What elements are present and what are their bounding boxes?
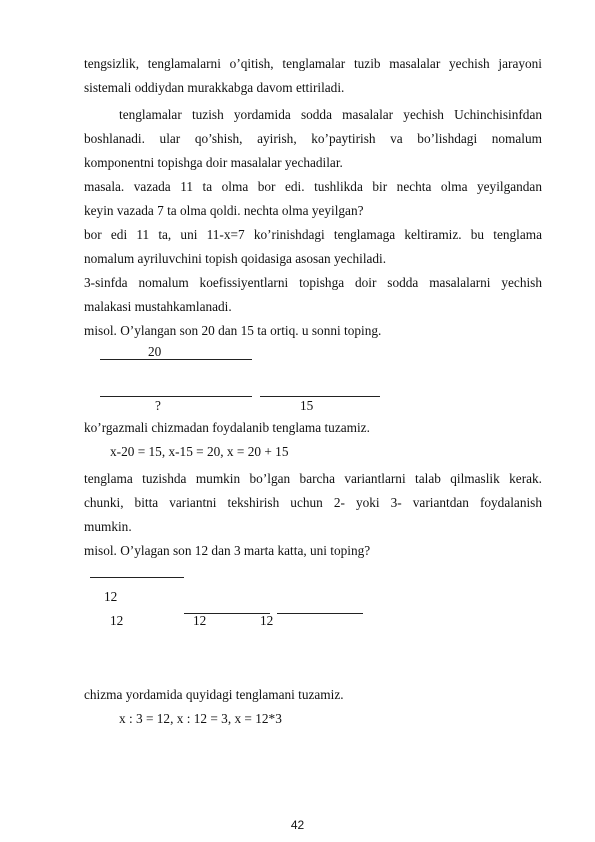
text-line: chunki, bitta variantni tekshirish uchun 2- yoki 3- variantdan foydalanish xyxy=(84,495,542,510)
equation-line: x : 3 = 12, x : 12 = 3, x = 12*3 xyxy=(119,711,282,726)
text-line: chizma yordamida quyidagi tenglamani tuzamiz. xyxy=(84,687,344,702)
segment-line xyxy=(100,396,252,397)
text-line: komponentni topishga doir masalalar yechadilar. xyxy=(84,155,343,170)
segment-label: 12 xyxy=(110,613,124,628)
segment-line xyxy=(214,359,252,360)
text-line: mumkin. xyxy=(84,519,132,534)
segment-label: 12 xyxy=(104,589,118,604)
text-line: tengsizlik, tenglamalarni o’qitish, tenglamalar tuzib masalalar yechish jarayoni xyxy=(84,56,542,71)
text-line: 3-sinfda nomalum koefissiyentlarni topishga doir sodda masalalarni yechish xyxy=(84,275,542,290)
segment-label: 12 xyxy=(193,613,207,628)
text-line: boshlanadi. ular qo’shish, ayirish, ko’paytirish va bo’lishdagi nomalum xyxy=(84,131,542,146)
text-line: tenglamalar tuzish yordamida sodda masalalar yechish Uchinchisinfdan xyxy=(119,107,542,122)
segment-line xyxy=(260,396,380,397)
text-line: keyin vazada 7 ta olma qoldi. nechta olma yeyilgan? xyxy=(84,203,364,218)
segment-line xyxy=(90,577,184,578)
segment-label: 15 xyxy=(300,398,314,413)
text-line: malakasi mustahkamlanadi. xyxy=(84,299,232,314)
equation-line: x-20 = 15, x-15 = 20, x = 20 + 15 xyxy=(110,444,289,459)
page-number: 42 xyxy=(290,818,305,832)
example-title: misol. O’ylagan son 12 dan 3 marta katta, uni toping? xyxy=(84,543,371,558)
text-line: nomalum ayriluvchini topish qoidasiga asosan yechiladi. xyxy=(84,251,387,266)
segment-label: 12 xyxy=(260,613,274,628)
example-title: misol. O’ylangan son 20 dan 15 ta ortiq. u sonni toping. xyxy=(84,323,382,338)
text-line: bor edi 11 ta, uni 11-x=7 ko’rinishdagi tenglamaga keltiramiz. bu tenglama xyxy=(84,227,542,242)
text-line: ko’rgazmali chizmadan foydalanib tenglama tuzamiz. xyxy=(84,420,370,435)
text-line: tenglama tuzishda mumkin bo’lgan barcha variantlarni talab qilmaslik kerak. xyxy=(84,471,542,486)
segment-line xyxy=(277,613,363,614)
text-line: masala. vazada 11 ta olma bor edi. tushlikda bir nechta olma yeyilgandan xyxy=(84,179,542,194)
segment-label: ? xyxy=(155,398,161,413)
segment-label: 20 xyxy=(148,344,162,359)
text-line: sistemali oddiydan murakkabga davom ettiriladi. xyxy=(84,80,345,95)
